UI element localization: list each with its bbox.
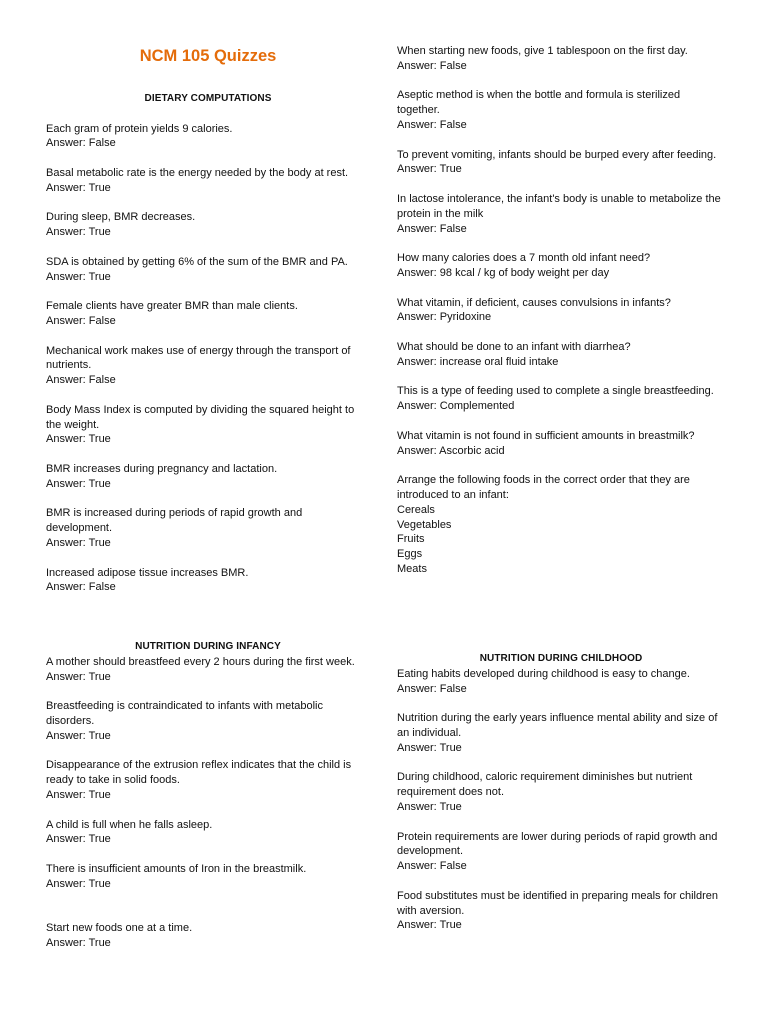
answer: Answer: False (397, 682, 467, 695)
answer: Answer: True (46, 936, 111, 949)
quiz-item (397, 148, 725, 178)
quiz-item (397, 340, 725, 370)
question: Breastfeeding is contraindicated to infants with metabolic disorders. (46, 700, 323, 727)
question: Female clients have greater BMR than male clients. (46, 300, 298, 313)
section-dietary-computations (46, 92, 370, 595)
answer: Answer: True (46, 833, 111, 846)
answer: Answer: True (46, 477, 111, 490)
answer: Answer: False (46, 137, 116, 150)
answer: Answer: True (46, 226, 111, 239)
answer: Answer: True (397, 741, 462, 754)
question: During sleep, BMR decreases. (46, 211, 196, 224)
answer: Answer: True (46, 788, 111, 801)
answer: Answer: Ascorbic acid (397, 444, 505, 457)
answer: Answer: Pyridoxine (397, 311, 492, 324)
page-title: NCM 105 Quizzes (139, 47, 277, 65)
answer: Answer: 98 kcal / kg of body weight per day (397, 266, 610, 279)
question: Basal metabolic rate is the energy needed by the body at rest. (46, 166, 349, 179)
question: Arrange the following foods in the correct order that they are introduced to an infant: (397, 474, 690, 501)
quiz-item (46, 655, 370, 685)
answer: Answer: False (397, 59, 467, 72)
section-nutrition-during-infancy (46, 640, 370, 951)
answer: Answer: True (397, 800, 462, 813)
section-heading: DIETARY COMPUTATIONS (144, 93, 272, 104)
question: BMR is increased during periods of rapid growth and development. (46, 507, 303, 535)
quiz-item (397, 770, 725, 814)
answer: Answer: False (46, 374, 116, 387)
quiz-item (397, 830, 725, 874)
question: Mechanical work makes use of energy through the transport of nutrients. (46, 344, 351, 372)
answer: Answer: True (46, 877, 111, 890)
quiz-item (397, 44, 725, 74)
answer: Answer: True (397, 163, 462, 176)
quiz-item (397, 429, 725, 459)
answer: Answer: Complemented (397, 400, 515, 413)
question: Each gram of protein yields 9 calories. (46, 122, 233, 135)
quiz-item (46, 699, 370, 743)
answer: Answer: True (46, 181, 111, 194)
question: What vitamin, if deficient, causes convulsions in infants? (397, 296, 671, 309)
question: In lactose intolerance, the infant's body is unable to metabolize the protein in the milk (397, 192, 721, 220)
quiz-item (46, 210, 370, 240)
question: Nutrition during the early years influence mental ability and size of an individual. (397, 712, 718, 739)
question: This is a type of feeding used to complete a single breastfeeding. (397, 385, 714, 398)
section-heading: NUTRITION DURING CHILDHOOD (479, 653, 643, 664)
quiz-item (46, 566, 370, 596)
question: SDA is obtained by getting 6% of the sum of the BMR and PA. (46, 255, 348, 268)
question: A child is full when he falls asleep. (46, 818, 213, 831)
answer: Answer: True (46, 270, 111, 283)
question: Protein requirements are lower during periods of rapid growth and development. (397, 830, 718, 858)
section-infancy-continued (397, 44, 725, 577)
quiz-item (46, 403, 370, 447)
question: To prevent vomiting, infants should be burped every after feeding. (397, 148, 717, 161)
question: Body Mass Index is computed by dividing the squared height to the weight. (46, 403, 355, 431)
answer: Answer: True (46, 536, 111, 549)
answer: Answer: False (46, 581, 116, 594)
quiz-item (46, 462, 370, 492)
question: What vitamin is not found in sufficient amounts in breastmilk? (397, 429, 695, 442)
question: What should be done to an infant with diarrhea? (397, 340, 631, 353)
answer: Answer: True (46, 729, 111, 742)
answer: Answer: False (397, 222, 467, 235)
question: Start new foods one at a time. (46, 922, 193, 935)
question: When starting new foods, give 1 tablespoon on the first day. (397, 45, 688, 57)
question: How many calories does a 7 month old infant need? (397, 252, 651, 265)
quiz-item (397, 667, 725, 697)
quiz-item (397, 711, 725, 755)
question: Increased adipose tissue increases BMR. (46, 566, 249, 579)
answer: Answer: False (397, 860, 467, 873)
question: There is insufficient amounts of Iron in the breastmilk. (46, 862, 307, 875)
question: A mother should breastfeed every 2 hours during the first week. (46, 655, 355, 668)
list-item: Meats (397, 562, 427, 575)
quiz-item (46, 122, 370, 152)
answer: Answer: increase oral fluid intake (397, 355, 559, 368)
answer: Answer: True (46, 670, 111, 683)
quiz-item (46, 921, 370, 951)
quiz-item (46, 344, 370, 388)
question: Eating habits developed during childhood is easy to change. (397, 667, 690, 680)
quiz-item (397, 296, 725, 326)
quiz-item (46, 862, 370, 892)
section-heading: NUTRITION DURING INFANCY (135, 641, 281, 652)
quiz-item (46, 758, 370, 802)
question: During childhood, caloric requirement diminishes but nutrient requirement does not. (397, 771, 693, 799)
answer: Answer: False (46, 314, 116, 327)
quiz-item (397, 192, 725, 236)
quiz-item (46, 166, 370, 196)
list-item: Fruits (397, 533, 425, 546)
quiz-item (397, 384, 725, 414)
quiz-item (397, 88, 725, 132)
quiz-item (397, 251, 725, 281)
quiz-item (46, 506, 370, 550)
list-item: Cereals (397, 503, 435, 516)
question: Aseptic method is when the bottle and formula is sterilized together. (397, 89, 681, 117)
question: Disappearance of the extrusion reflex indicates that the child is ready to take in solid foods. (46, 759, 352, 787)
quiz-item (46, 299, 370, 329)
answer: Answer: True (46, 433, 111, 446)
quiz-item (46, 818, 370, 848)
quiz-item (397, 889, 725, 933)
answer: Answer: True (397, 919, 462, 932)
list-item: Eggs (397, 548, 423, 561)
question: BMR increases during pregnancy and lactation. (46, 462, 278, 475)
list-item: Vegetables (397, 518, 452, 531)
quiz-item-arrange (397, 473, 725, 577)
quiz-item (46, 255, 370, 285)
answer: Answer: False (397, 118, 467, 131)
question: Food substitutes must be identified in preparing meals for children with aversion. (397, 889, 719, 917)
section-nutrition-during-childhood (397, 652, 725, 933)
